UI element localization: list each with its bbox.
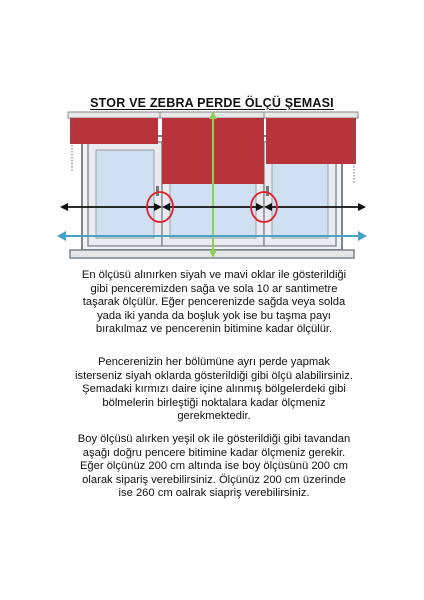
diagram-title: STOR VE ZEBRA PERDE ÖLÇÜ ŞEMASI [90,96,334,110]
width-instructions: En ölçüsü alınırken siyah ve mavi oklar ile gösterildiği gibi penceremizden sağa ve sola 10 ar santimetre taşarak ölçülür. Eğer pencerenizde sağda veya solda yada iki yanda da boşluk yok ise bu taşma payı bırakılmaz ve pencerenin bitimine kadar ölçülür. [81,269,347,336]
right-blind-cassette [264,112,358,118]
left-blind-fabric [70,118,158,144]
left-pane-glass [96,150,154,238]
left-handle [156,186,159,196]
right-blind-fabric [266,118,356,164]
right-handle [266,186,269,196]
left-blind-cassette [68,112,160,118]
window-measurement-diagram [40,110,384,270]
section-instructions: Pencerenizin her bölümüne ayrı perde yapmak isterseniz siyah oklarda gösterildiği gibi ölçü alabilirsiniz. Şemadaki kırmızı daire içine alınmış bölgelerdeki gibi bölmelerin birleştiği noktalara kadar ölçmeniz gerekmektedir. [75,356,353,423]
height-instructions: Boy ölçüsü alırken yeşil ok ile gösterildiği gibi tavandan aşağı doğru pencere bitimine kadar ölçmeniz gerekir. Eğer ölçünüz 200 cm altında ise boy ölçüsünü 200 cm olarak sipariş verebilirsiniz. Ölçünüz 200 cm üzerinde ise 260 cm oalrak siapriş verebilirsiniz. [77,433,351,500]
